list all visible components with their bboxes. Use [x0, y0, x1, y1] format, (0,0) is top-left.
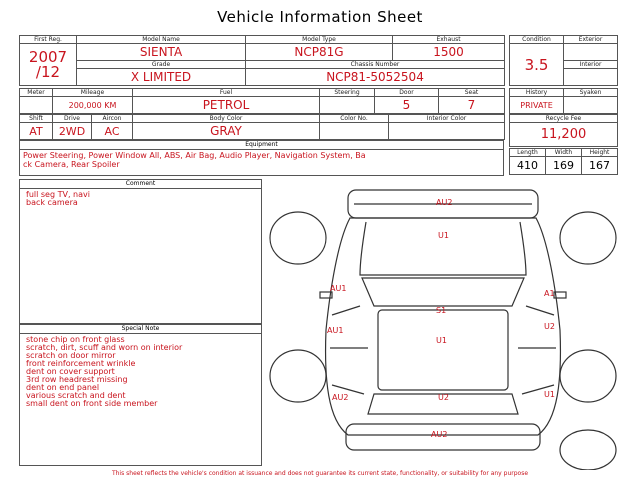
- chassis-number-label: Chassis Number: [246, 61, 505, 69]
- damage-mark-right-door: U2: [544, 322, 555, 331]
- wheel-front-right: [560, 212, 616, 264]
- car-damage-diagram: [268, 180, 620, 470]
- color-no-label: Color No.: [320, 115, 389, 123]
- door-label: Door: [375, 89, 439, 97]
- equipment-line-1: Power Steering, Power Window All, ABS, Air Bag, Audio Player, Navigation System, Ba: [23, 151, 366, 160]
- wheel-front-left: [270, 212, 326, 264]
- width-value: 169: [546, 157, 582, 175]
- note-line: stone chip on front glass: [26, 335, 125, 344]
- comment-line: back camera: [26, 198, 78, 207]
- fuel-label: Fuel: [133, 89, 320, 97]
- meter-label: Meter: [20, 89, 53, 97]
- comment-box: [19, 179, 262, 324]
- height-value: 167: [582, 157, 618, 175]
- exterior-label: Exterior: [564, 36, 618, 44]
- syaken-label: Syaken: [564, 89, 618, 97]
- comment-label: Comment: [20, 180, 261, 189]
- meter-value: [20, 97, 53, 114]
- damage-mark-roof-lower: U1: [436, 336, 447, 345]
- interior-color-label: Interior Color: [389, 115, 505, 123]
- note-line: dent on end panel: [26, 383, 100, 392]
- aircon-label: Aircon: [92, 115, 133, 123]
- fuel-value: PETROL: [133, 97, 320, 114]
- vehicle-info-grid: [19, 35, 505, 86]
- mileage-value: 200,000 KM: [53, 97, 133, 114]
- damage-mark-front: AU2: [436, 198, 453, 207]
- roof-panel: [378, 310, 508, 390]
- shift-grid: [19, 114, 505, 140]
- chassis-number-value: NCP81-5052504: [246, 69, 505, 86]
- special-note-box: [19, 324, 262, 466]
- model-name-label: Model Name: [77, 36, 246, 44]
- body-color-label: Body Color: [133, 115, 320, 123]
- model-name-value: SIENTA: [77, 44, 246, 61]
- condition-value: 3.5: [510, 44, 564, 86]
- body-outline: [326, 218, 561, 435]
- length-value: 410: [510, 157, 546, 175]
- grade-label: Grade: [77, 61, 246, 69]
- equipment-line-2: ck Camera, Rear Spoiler: [23, 160, 120, 169]
- damage-mark-right-front-fender: A1: [544, 289, 555, 298]
- comment-text: [20, 189, 261, 209]
- condition-grid: [509, 35, 618, 86]
- recycle-fee-value: 11,200: [510, 123, 618, 147]
- grade-value: X LIMITED: [77, 69, 246, 86]
- damage-mark-roof: S1: [436, 306, 447, 315]
- syaken-value: [564, 97, 618, 114]
- note-line: 3rd row headrest missing: [26, 375, 128, 384]
- special-note-text: [20, 334, 261, 410]
- shift-value: AT: [20, 123, 53, 140]
- drive-value: 2WD: [53, 123, 92, 140]
- equipment-label: Equipment: [20, 141, 503, 150]
- comment-line: full seg TV, navi: [26, 190, 90, 199]
- sheet-title: Vehicle Information Sheet: [217, 8, 423, 26]
- note-line: scratch on door mirror: [26, 351, 116, 360]
- height-label: Height: [582, 149, 618, 157]
- history-value: PRIVATE: [510, 97, 564, 114]
- color-no-value: [320, 123, 389, 140]
- spare-wheel: [560, 430, 616, 470]
- wheel-rear-right: [560, 350, 616, 402]
- first-reg-year: 2007: [28, 47, 68, 66]
- drive-label: Drive: [53, 115, 92, 123]
- condition-label: Condition: [510, 36, 564, 44]
- disclaimer-footer: This sheet reflects the vehicle's condition at issuance and does not guarantee its current state, functionality, or suitability for any purpose: [111, 470, 529, 477]
- interior-label: Interior: [564, 61, 618, 69]
- interior-color-value: [389, 123, 505, 140]
- special-note-label: Special Note: [20, 325, 261, 334]
- damage-mark-rear-bumper: AU2: [431, 430, 448, 439]
- steering-label: Steering: [320, 89, 375, 97]
- wheel-rear-left: [270, 350, 326, 402]
- model-type-value: NCP81G: [246, 44, 393, 61]
- note-line: dent on cover support: [26, 367, 115, 376]
- body-color-value: GRAY: [133, 123, 320, 140]
- exhaust-value: 1500: [393, 44, 505, 61]
- interior-value: [564, 69, 618, 86]
- equipment-box: [19, 140, 504, 176]
- history-grid: [509, 88, 618, 114]
- steering-value: [320, 97, 375, 114]
- mileage-label: Mileage: [53, 89, 133, 97]
- first-reg-label: First Reg.: [20, 36, 77, 44]
- first-reg-month: /12: [35, 62, 61, 81]
- dimensions-grid: [509, 148, 618, 175]
- door-value: 5: [375, 97, 439, 114]
- damage-mark-left-front-fender: AU1: [330, 284, 347, 293]
- aircon-value: AC: [92, 123, 133, 140]
- exhaust-label: Exhaust: [393, 36, 505, 44]
- seat-value: 7: [439, 97, 505, 114]
- damage-mark-left-rear: AU2: [332, 393, 349, 402]
- spec-grid: [19, 88, 505, 114]
- recycle-fee-grid: [509, 114, 618, 147]
- note-line: front reinforcement wrinkle: [26, 359, 136, 368]
- length-label: Length: [510, 149, 546, 157]
- shift-label: Shift: [20, 115, 53, 123]
- width-label: Width: [546, 149, 582, 157]
- damage-mark-hood: U1: [438, 231, 449, 240]
- note-line: various scratch and dent: [26, 391, 126, 400]
- seat-label: Seat: [439, 89, 505, 97]
- damage-mark-left-door: AU1: [327, 326, 344, 335]
- history-label: History: [510, 89, 564, 97]
- note-line: scratch, dirt, scuff and worn on interior: [26, 343, 183, 352]
- note-line: small dent on front side member: [26, 399, 158, 408]
- first-reg-value: [20, 44, 77, 86]
- exterior-value: [564, 44, 618, 61]
- model-type-label: Model Type: [246, 36, 393, 44]
- recycle-fee-label: Recycle Fee: [510, 115, 618, 123]
- damage-mark-rear-center: U2: [438, 393, 449, 402]
- damage-mark-right-rear: U1: [544, 390, 555, 399]
